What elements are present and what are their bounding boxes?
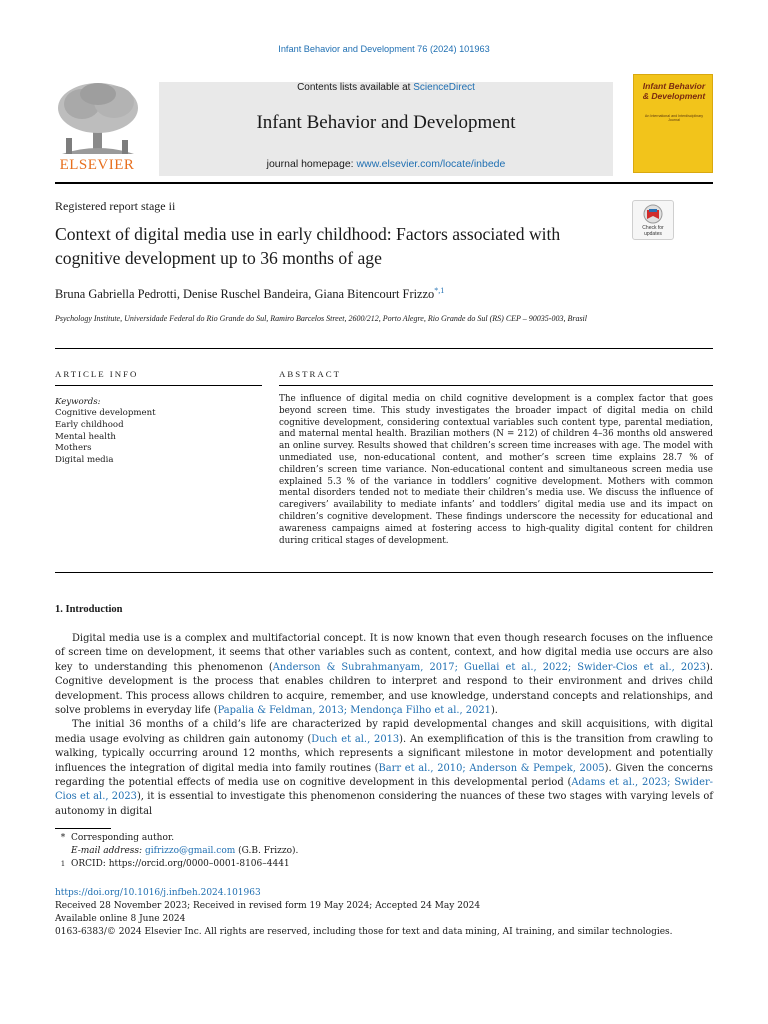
received-dates: Received 28 November 2023; Received in revised form 19 May 2024; Accepted 24 May 2024 xyxy=(55,901,481,911)
corresponding-text: Corresponding author. xyxy=(71,833,175,843)
crossmark-text: Check for updates xyxy=(642,225,664,237)
citation-link[interactable]: Barr et al., 2010; Anderson & Pempek, 2005 xyxy=(378,762,605,774)
keyword: Digital media xyxy=(55,455,114,466)
contents-line xyxy=(159,82,613,93)
citation-link[interactable]: Duch et al., 2013 xyxy=(311,733,400,745)
email-label: E-mail address: xyxy=(71,846,145,856)
available-online-date: Available online 8 June 2024 xyxy=(55,914,186,924)
author-separator: , xyxy=(308,287,315,302)
homepage-link[interactable]: www.elsevier.com/locate/inbede xyxy=(356,158,506,170)
homepage-prefix: journal homepage: xyxy=(266,158,357,170)
text-run: ). xyxy=(490,705,498,717)
author-name[interactable]: Bruna Gabriella Pedrotti xyxy=(55,287,177,302)
paper-title: Context of digital media use in early childhood: Factors associated with cognitive development up to 36 months of age xyxy=(55,224,561,268)
sciencedirect-link[interactable]: ScienceDirect xyxy=(413,82,475,93)
asterisk-icon: * xyxy=(60,833,66,843)
copyright-notice: 0163-6383/© 2024 Elsevier Inc. All rights are reserved, including those for text and data mining, AI training, and similar technologies. xyxy=(55,927,673,937)
abstract-bottom-rule xyxy=(55,572,713,573)
contents-prefix: Contents lists available at xyxy=(297,82,414,93)
doi-link[interactable]: https://doi.org/10.1016/j.infbeh.2024.101963 xyxy=(55,888,261,898)
paragraph-2 xyxy=(55,718,713,819)
article-type-label: Registered report stage ii xyxy=(55,199,176,213)
introduction-body xyxy=(55,632,713,819)
keyword: Cognitive development xyxy=(55,408,156,418)
keywords-label: Keywords: xyxy=(55,397,101,407)
author-separator: , xyxy=(176,287,184,302)
citation-link[interactable]: Papalia & Feldman, 2013; Mendonça Filho et al., 2021 xyxy=(217,705,491,717)
citation-link[interactable]: Adams et al., 2023; Swider-Cios et al., 2023 xyxy=(55,777,713,803)
citation-link[interactable]: Anderson & Subrahmanyam, 2017; Guellai et al., 2022; Swider-Cios et al., 2023 xyxy=(272,661,706,673)
introduction-heading: 1. Introduction xyxy=(55,604,123,615)
paragraph-1 xyxy=(55,632,713,718)
abstract-text: The influence of digital media on child cognitive development is a complex factor that goes beyond screen time. This study investigates the broader impact of digital media on child cognitive development, considering contextual variables such content type, parental mediation, and maternal mental health. Brazilian mothers (N = 212) of children 4–36 months old answered an online survey. Results showed that children’s screen time increases with age. The model with unmediated use, non-educational content, and mother’s screen time explains 28.7 % of children’s screen time variance. Non-educational content and simultaneous screen media use explained 5.3 % of the variance in toddlers’ cognitive development. Mothers with common mental disorders tended not to mediate their children’s media use. We discuss the influence of caregivers’ availability to mediate infants’ and toddlers’ digital media use and its impact on children’s cognitive development. These findings underscore the necessity for educational and awareness campaigns aimed at fostering access to high-quality digital content for children during critical stages of development. xyxy=(279,394,713,546)
footnote-email xyxy=(55,845,298,858)
email-link[interactable]: gifrizzo@gmail.com xyxy=(144,846,236,856)
check-for-updates-badge[interactable] xyxy=(632,200,674,240)
keyword: Mental health xyxy=(55,431,116,442)
footnote-divider xyxy=(55,828,111,829)
affiliation: Psychology Institute, Universidade Federal do Rio Grande do Sul, Ramiro Barcelos Street, 2600/212, Porto Alegre, Rio Grande do Sul (RS) CEP – 90035-003, Brasil xyxy=(55,314,588,323)
header-divider xyxy=(55,182,713,184)
keywords-list xyxy=(55,408,156,467)
text-run: Digital media use is a complex and multifactorial concept. It is now known that even though research focuses on the influence of screen time on development, it seems that other variables such as content, context, and how digital media use occurs are also key to understanding this phenomenon ( xyxy=(55,633,713,673)
section-divider xyxy=(55,348,713,349)
text-run: The initial 36 months of a child’s life are characterized by rapid developmental changes and skill acquisitions, with digital media usage evolving as children gain autonomy ( xyxy=(55,719,713,745)
text-run: ). Given the concerns regarding the potential effects of media use on cognitive development in this developmental period ( xyxy=(55,762,713,789)
cover-subtitle: An International and Interdisciplinary Journal xyxy=(644,114,704,122)
abstract-rule xyxy=(279,385,713,386)
author-footnote-marker[interactable]: *,1 xyxy=(434,286,445,295)
homepage-line xyxy=(159,158,613,170)
author-name[interactable]: Giana Bitencourt Frizzo xyxy=(314,287,435,302)
footnote-orcid xyxy=(55,858,298,871)
article-info-heading: ARTICLE INFO xyxy=(55,369,139,379)
abstract-heading: ABSTRACT xyxy=(279,369,341,379)
journal-title: Infant Behavior and Development xyxy=(256,112,516,133)
article-info-rule xyxy=(55,385,262,386)
keyword: Mothers xyxy=(55,443,92,454)
footnote-number: 1 xyxy=(60,860,66,868)
text-run: ), it is essential to investigate this phenomenon considering the nuances of these two stages with varying levels of autonomy in digital xyxy=(55,791,713,817)
keyword: Early childhood xyxy=(55,419,124,430)
cover-title: Infant Behavior & Development xyxy=(642,81,706,101)
author-list xyxy=(55,286,444,302)
email-suffix: (G.B. Frizzo). xyxy=(235,846,299,856)
journal-reference[interactable]: Infant Behavior and Development 76 (2024) 101963 xyxy=(278,44,490,54)
text-run: ). An exemplification of this is the transition from crawling to walking, typically occurring around 12 months, which represents a significant milestone in motor development and potentially influences the integration of digital media into family routines ( xyxy=(55,733,714,774)
footnote-corresponding xyxy=(55,832,298,845)
orcid-text: ORCID: https://orcid.org/0000–0001-8106–4441 xyxy=(71,859,290,869)
author-name[interactable]: Denise Ruschel Bandeira xyxy=(183,287,309,302)
publication-info xyxy=(55,887,673,939)
footnotes xyxy=(55,832,298,871)
elsevier-wordmark: ELSEVIER xyxy=(59,157,135,173)
text-run: ). Cognitive development is the process that enables children to interpret and respond to their environment and drives child development. This process allows children to acquire, remember, and use knowledge, understand concepts and relationships, and solve problems in everyday life ( xyxy=(55,661,713,717)
